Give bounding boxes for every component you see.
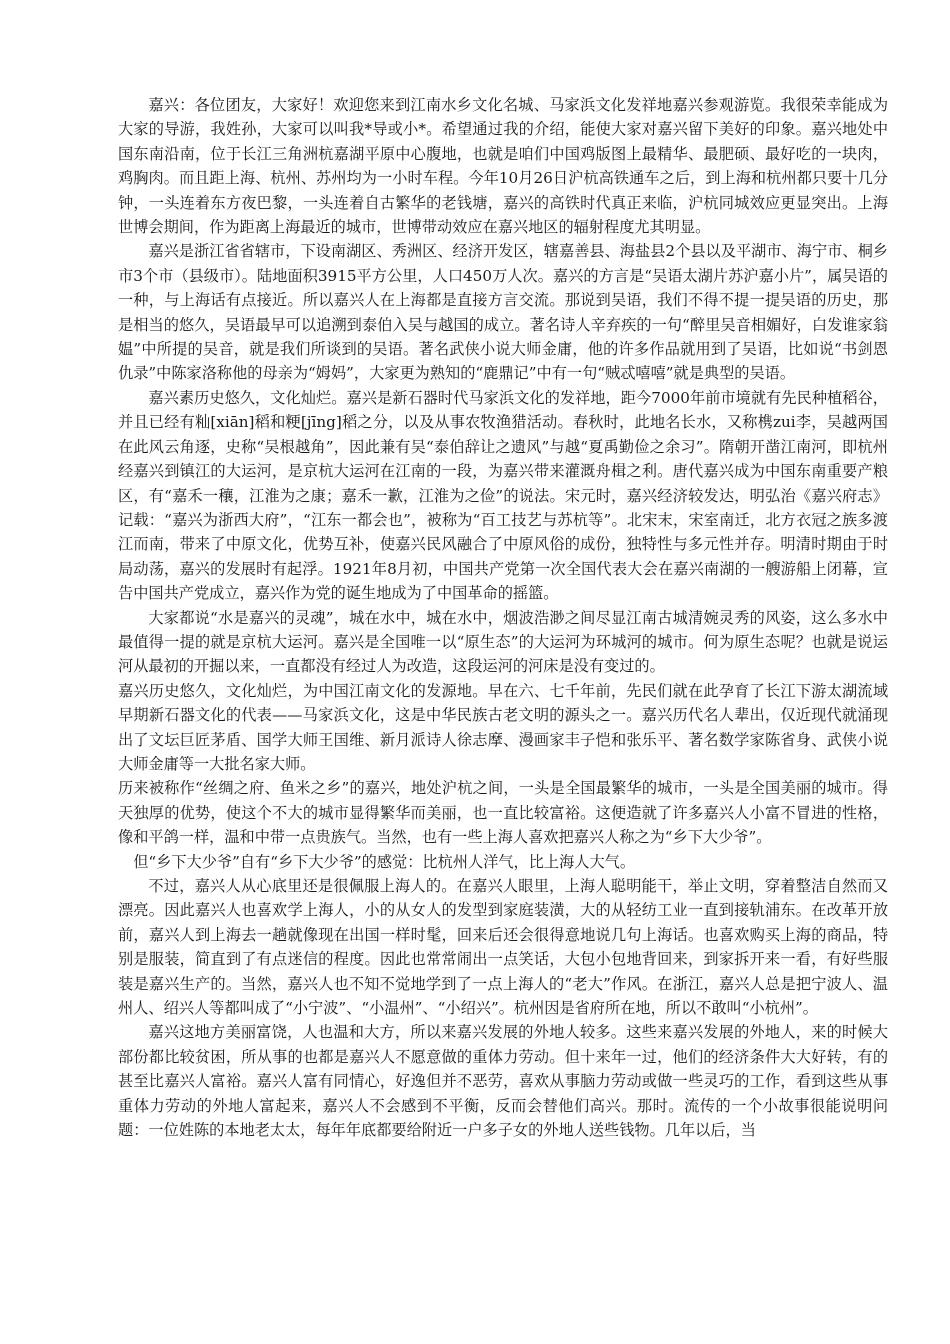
paragraph-culture: 嘉兴历史悠久，文化灿烂，为中国江南文化的发源地。早在六、七千年前，先民们就在此孕育了长江下游太湖流域早期新石器文化的代表——马家浜文化，这是中华民族古老文明的源头之一。嘉兴历代名人辈出，仅近现代就涌现出了文坛巨匠茅盾、国学大师王国维、新月派诗人徐志摩、漫画家丰子恺和张乐平、著名数学家陈省身、武侠小说大师金庸等一大批名家大师。 [118, 681, 888, 773]
paragraph-young-master: 但“乡下大少爷”自有“乡下大少爷”的感觉：比杭州人洋气，比上海人大气。 [133, 852, 636, 871]
paragraph-intro: 嘉兴：各位团友，大家好！欢迎您来到江南水乡文化名城、马家浜文化发祥地嘉兴参观游览。我很荣幸能成为大家的导游，我姓孙，大家可以叫我*导或小*。希望通过我的介绍，能使大家对嘉兴留下美好的印象。嘉兴地处中国东南沿南，位于长江三角洲杭嘉湖平原中心腹地，也就是咱们中国鸡版图上最精华、最肥硕、最好吃的一块肉，鸡胸肉。而且距上海、杭州、苏州均为一小时车程。今年10月26日沪杭高铁通车之后，到上海和杭州都只要十几分钟，一头连着东方夜巴黎，一头连着自古繁华的老钱塘，嘉兴的高铁时代真正来临，沪杭同城效应更显突出。上海世博会期间，作为距离上海最近的城市，世博带动效应在嘉兴地区的辐射程度尤其明显。 [118, 96, 888, 237]
paragraph-silk-fish-rice: 历来被称作“丝绸之府、鱼米之乡”的嘉兴，地处沪杭之间，一头是全国最繁华的城市，一头是全国美丽的城市。得天独厚的优势，使这个不大的城市显得繁华而美丽，也一直比较富裕。这便造就了许多嘉兴人小富不冒进的性格，像和平鸽一样，温和中带一点贵族气。当然，也有一些上海人喜欢把嘉兴人称之为“乡下大少爷”。 [118, 779, 888, 847]
paragraph-shanghai-admiration: 不过，嘉兴人从心底里还是很佩服上海人的。在嘉兴人眼里，上海人聪明能干，举止文明，穿着整洁自然而又漂亮。因此嘉兴人也喜欢学上海人，小的从女人的发型到家庭装潢，大的从轻纺工业一直到接轨浦东。在改革开放前，嘉兴人到上海去一趟就像现在出国一样时髦，回来后还会很得意地说几句上海话。也喜欢购买上海的商品，特别是服装，简直到了有点迷信的程度。因此也常常闹出一点笑话，大包小包地背回来，到家拆开来一看，有好些服装是嘉兴生产的。当然，嘉兴人也不知不觉地学到了一点上海人的“老大”作风。在浙江，嘉兴人总是把宁波人、温州人、绍兴人等都叫成了“小宁波”、“小温州”、“小绍兴”。杭州因是省府所在地，所以不敢叫“小杭州”。 [118, 877, 888, 1018]
document-body [118, 93, 888, 1142]
paragraph-migrants: 嘉兴这地方美丽富饶，人也温和大方，所以来嘉兴发展的外地人较多。这些来嘉兴发展的外地人，来的时候大部份都比较贫困，所从事的也都是嘉兴人不愿意做的重体力劳动。但十来年一过，他们的经济条件大大好转，有的甚至比嘉兴人富裕。嘉兴人富有同情心，好逸但并不恶劳，喜欢从事脑力劳动或做一些灵巧的工作，看到这些从事重体力劳动的外地人富起来，嘉兴人不会感到不平衡，反而会替他们高兴。那时。流传的一个小故事很能说明问题：一位姓陈的本地老太太，每年年底都要给附近一户多子女的外地人送些钱物。几年以后，当 [118, 1023, 888, 1140]
paragraph-history: 嘉兴素历史悠久，文化灿烂。嘉兴是新石器时代马家浜文化的发祥地，距今7000年前市境就有先民种植稻谷，并且已经有籼[xiān]稻和粳[jīng]稻之分，以及从事农牧渔猎活动。春秋时，此地名长水，又称槜zui李，吴越两国在此风云角逐，史称“吴根越角”，因此兼有吴“泰伯辞让之遗风”与越“夏禹勤俭之余习”。隋朝开凿江南河，即杭州经嘉兴到镇江的大运河，是京杭大运河在江南的一段，为嘉兴带来灌溉舟楫之利。唐代嘉兴成为中国东南重要产粮区，有“嘉禾一穰，江淮为之康；嘉禾一歉，江淮为之俭”的说法。宋元时，嘉兴经济较发达，明弘治《嘉兴府志》记载：“嘉兴为浙西大府”，“江东一都会也”，被称为“百工技艺与苏杭等”。北宋末，宋室南迁，北方衣冠之族多渡江而南，带来了中原文化，优势互补，使嘉兴民风融合了中原风俗的成份，独特性与多元性并存。明清时期由于时局动荡，嘉兴的发展时有起浮。1921年8月初，中国共产党第一次全国代表大会在嘉兴南湖的一艘游船上闭幕，宣告中国共产党成立，嘉兴作为党的诞生地成为了中国革命的摇篮。 [118, 388, 888, 603]
paragraph-grand-canal: 大家都说“水是嘉兴的灵魂”，城在水中，城在水中，烟波浩渺之间尽显江南古城清婉灵秀的风姿，这么多水中最值得一提的就是京杭大运河。嘉兴是全国唯一以“原生态”的大运河为环城河的城市。何为原生态呢？也就是说运河从最初的开掘以来，一直都没有经过人为改造，这段运河的河床是没有变过的。 [118, 608, 888, 676]
paragraph-administration-dialect: 嘉兴是浙江省省辖市，下设南湖区、秀洲区、经济开发区，辖嘉善县、海盐县2个县以及平湖市、海宁市、桐乡市3个市（县级市）。陆地面积3915平方公里，人口450万人次。嘉兴的方言是“吴语太湖片苏沪嘉小片”，属吴语的一种，与上海话有点接近。所以嘉兴人在上海都是直接方言交流。那说到吴语，我们不得不提一提吴语的历史，那是相当的悠久，吴语最早可以追溯到泰伯入吴与越国的成立。著名诗人辛弃疾的一句“醉里吴音相媚好，白发谁家翁媪”中所提的吴音，就是我们所谈到的吴语。著名武侠小说大师金庸，他的许多作品就用到了吴语，比如说“书剑恩仇录”中陈家洛称他的母亲为“姆妈”，大家更为熟知的“鹿鼎记”中有一句“贼忒嘻嘻”就是典型的吴语。 [118, 242, 888, 383]
